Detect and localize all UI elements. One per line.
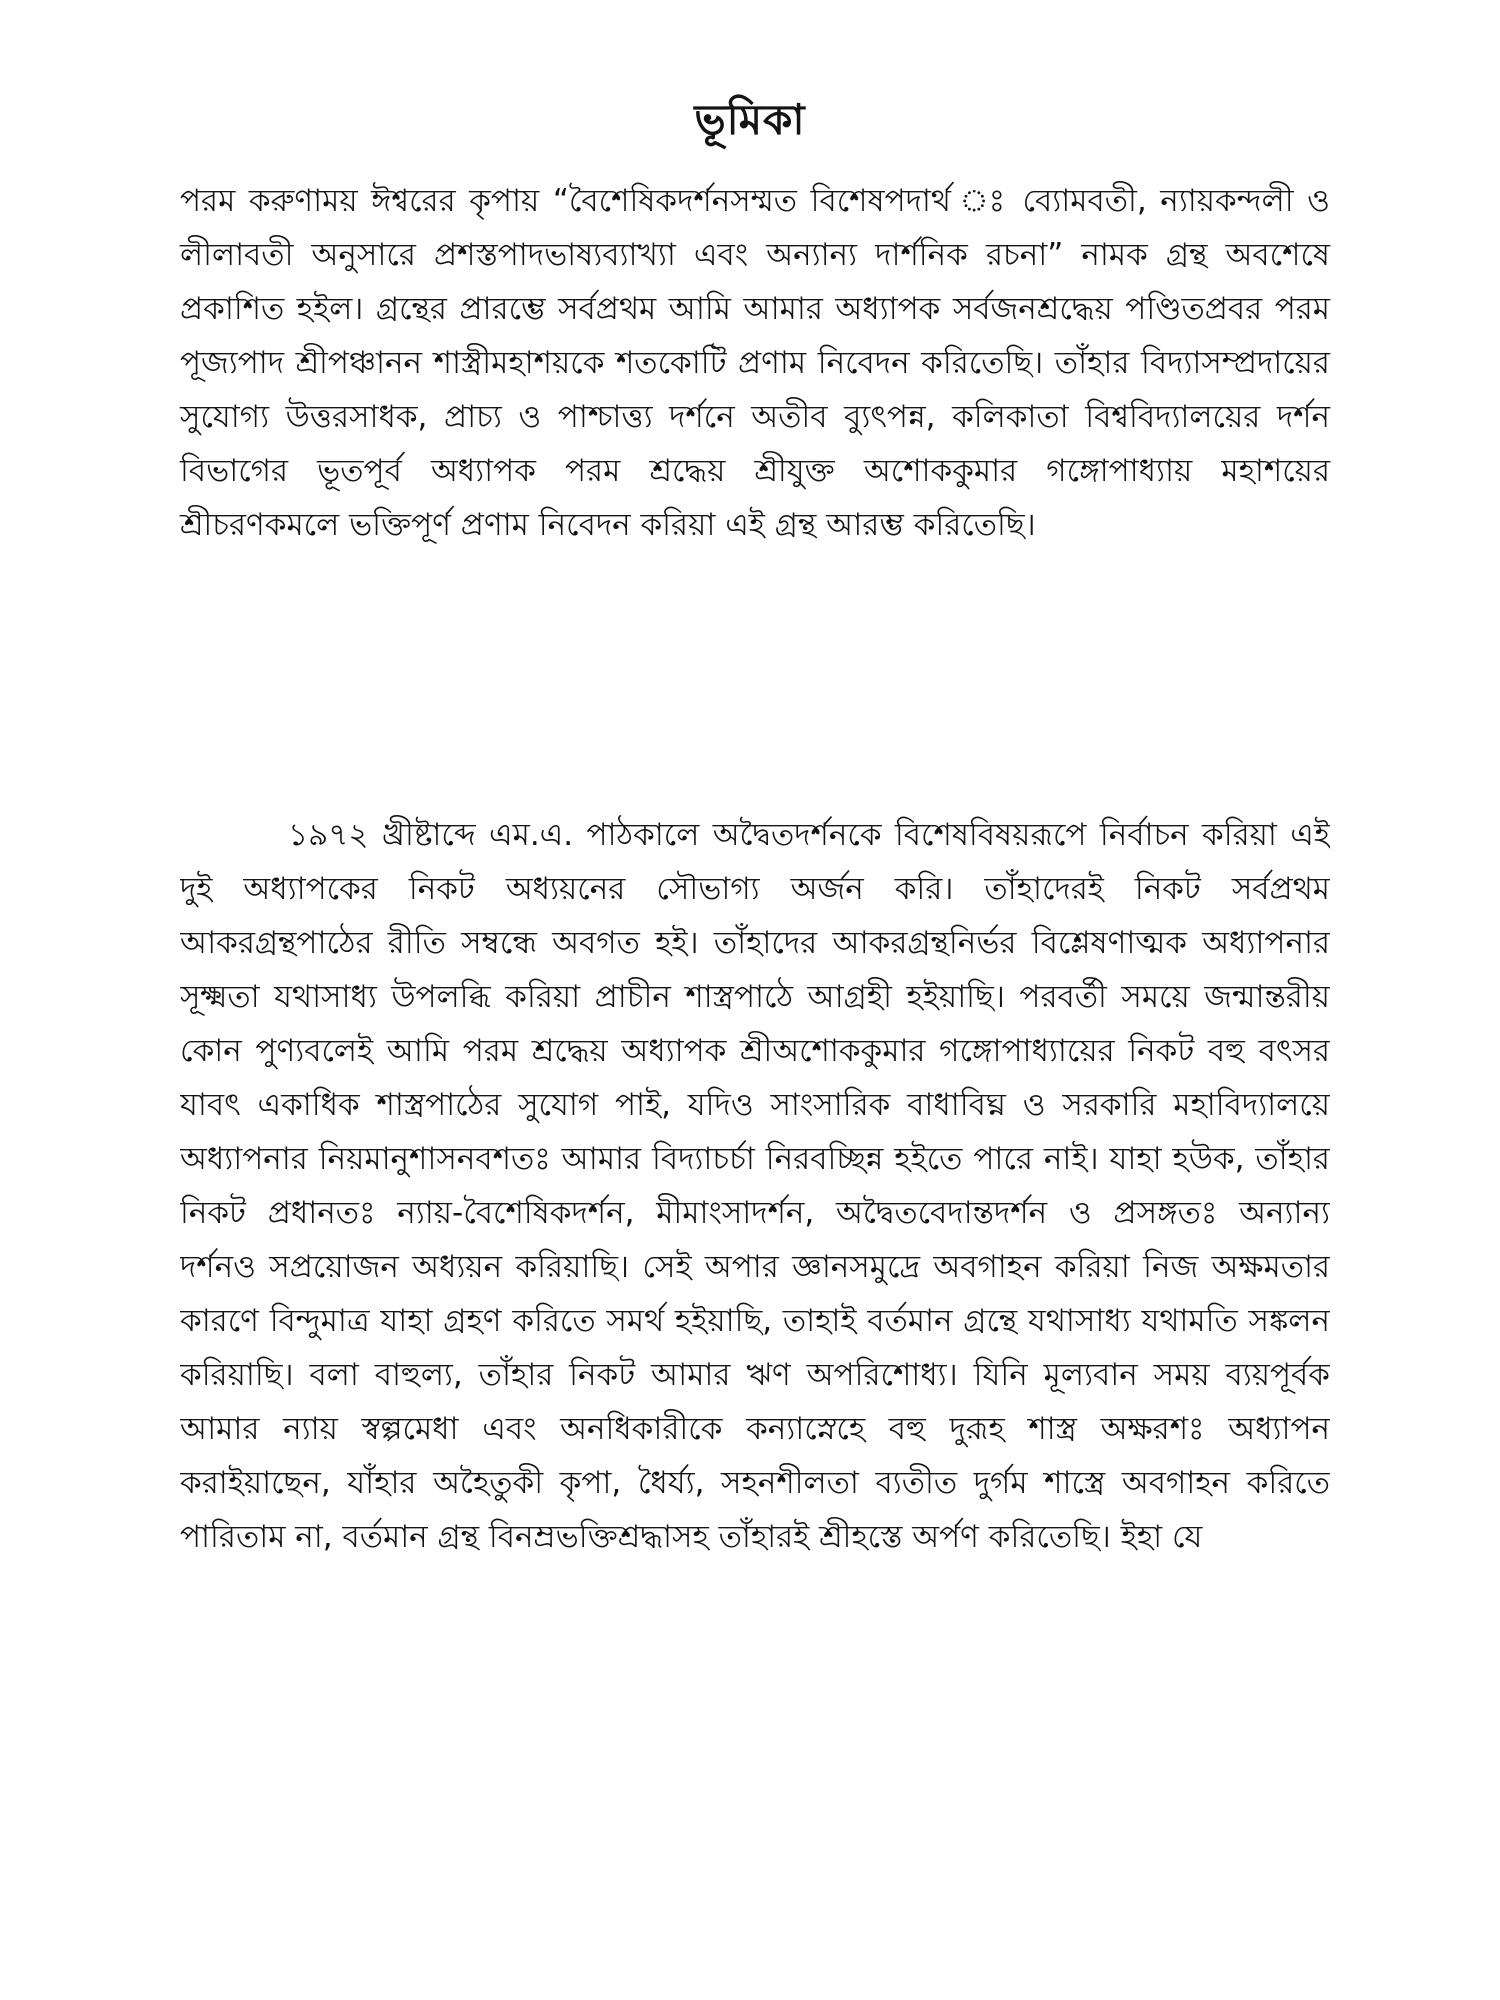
paragraph-study-history: ১৯৭২ খ্রীষ্টাব্দে এম.এ. পাঠকালে অদ্বৈতদর্শনকে বিশেষবিষয়রূপে নির্বাচন করিয়া এই দুই অধ্যাপকের নিকট অধ্যয়নের সৌভাগ্য অর্জন করি। তাঁহাদেরই নিকট সর্বপ্রথম আকরগ্রন্থপাঠের রীতি সম্বন্ধে অবগত হই। তাঁহাদের আকরগ্রন্থনির্ভর বিশ্লেষণাত্মক অধ্যাপনার সূক্ষ্মতা যথাসাধ্য উপলব্ধি করিয়া প্রাচীন শাস্ত্রপাঠে আগ্রহী হইয়াছি। পরবর্তী সময়ে জন্মান্তরীয় কোন পুণ্যবলেই আমি পরম শ্রদ্ধেয় অধ্যাপক শ্রীঅশোককুমার গঙ্গোপাধ্যায়ের নিকট বহু বৎসর যাবৎ একাধিক শাস্ত্রপাঠের সুযোগ পাই, যদিও সাংসারিক বাধাবিঘ্ন ও সরকারি মহাবিদ্যালয়ে অধ্যাপনার নিয়মানুশাসনবশতঃ আমার বিদ্যাচর্চা নিরবচ্ছিন্ন হইতে পারে নাই। যাহা হউক, তাঁহার নিকট প্রধানতঃ ন্যায়-বৈশেষিকদর্শন, মীমাংসাদর্শন, অদ্বৈতবেদান্তদর্শন ও প্রসঙ্গতঃ অন্যান্য দর্শনও সপ্রয়োজন অধ্যয়ন করিয়াছি। সেই অপার জ্ঞানসমুদ্রে অবগাহন করিয়া নিজ অক্ষমতার কারণে বিন্দুমাত্র যাহা গ্রহণ করিতে সমর্থ হইয়াছি, তাহাই বর্তমান গ্রন্থে যথাসাধ্য যথামতি সঙ্কলন করিয়াছি। বলা বাহুল্য, তাঁহার নিকট আমার ঋণ অপরিশোধ্য। যিনি মূল্যবান সময় ব্যয়পূর্বক আমার ন্যায় স্বল্পমেধা এবং অনধিকারীকে কন্যাস্নেহে বহু দুরূহ শাস্ত্র অক্ষরশঃ অধ্যাপন করাইয়াছেন, যাঁহার অহৈতুকী কৃপা, ধৈর্য্য, সহনশীলতা ব্যতীত দুর্গম শাস্ত্রে অবগাহন করিতে পারিতাম না, বর্তমান গ্রন্থ বিনম্রভক্তিশ্রদ্ধাসহ তাঁহারই শ্রীহস্তে অর্পণ করিতেছি। ইহা যে bbox=[180, 817, 1330, 1555]
paragraph-acknowledgement: পরম করুণাময় ঈশ্বরের কৃপায় “বৈশেষিকদর্শনসম্মত বিশেষপদার্থ ঃ ব্যোমবতী, ন্যায়কন্দলী ও লীলাবতী অনুসারে প্রশস্তপাদভাষ্যব্যাখ্যা এবং অন্যান্য দার্শনিক রচনা” নামক গ্রন্থ অবশেষে প্রকাশিত হইল। গ্রন্থের প্রারম্ভে সর্বপ্রথম আমি আমার অধ্যাপক সর্বজনশ্রদ্ধেয় পণ্ডিতপ্রবর পরম পূজ্যপাদ শ্রীপঞ্চানন শাস্ত্রীমহাশয়কে শতকোটি প্রণাম নিবেদন করিতেছি। তাঁহার বিদ্যাসম্প্রদায়ের সুযোগ্য উত্তরসাধক, প্রাচ্য ও পাশ্চাত্ত্য দর্শনে অতীব ব্যুৎপন্ন, কলিকাতা বিশ্ববিদ্যালয়ের দর্শন বিভাগের ভূতপূর্ব অধ্যাপক পরম শ্রদ্ধেয় শ্রীযুক্ত অশোককুমার গঙ্গোপাধ্যায় মহাশয়ের শ্রীচরণকমলে ভক্তিপূর্ণ প্রণাম নিবেদন করিয়া এই গ্রন্থ আরম্ভ করিতেছি। bbox=[180, 183, 1330, 543]
page-title: ভূমিকা bbox=[694, 95, 806, 145]
